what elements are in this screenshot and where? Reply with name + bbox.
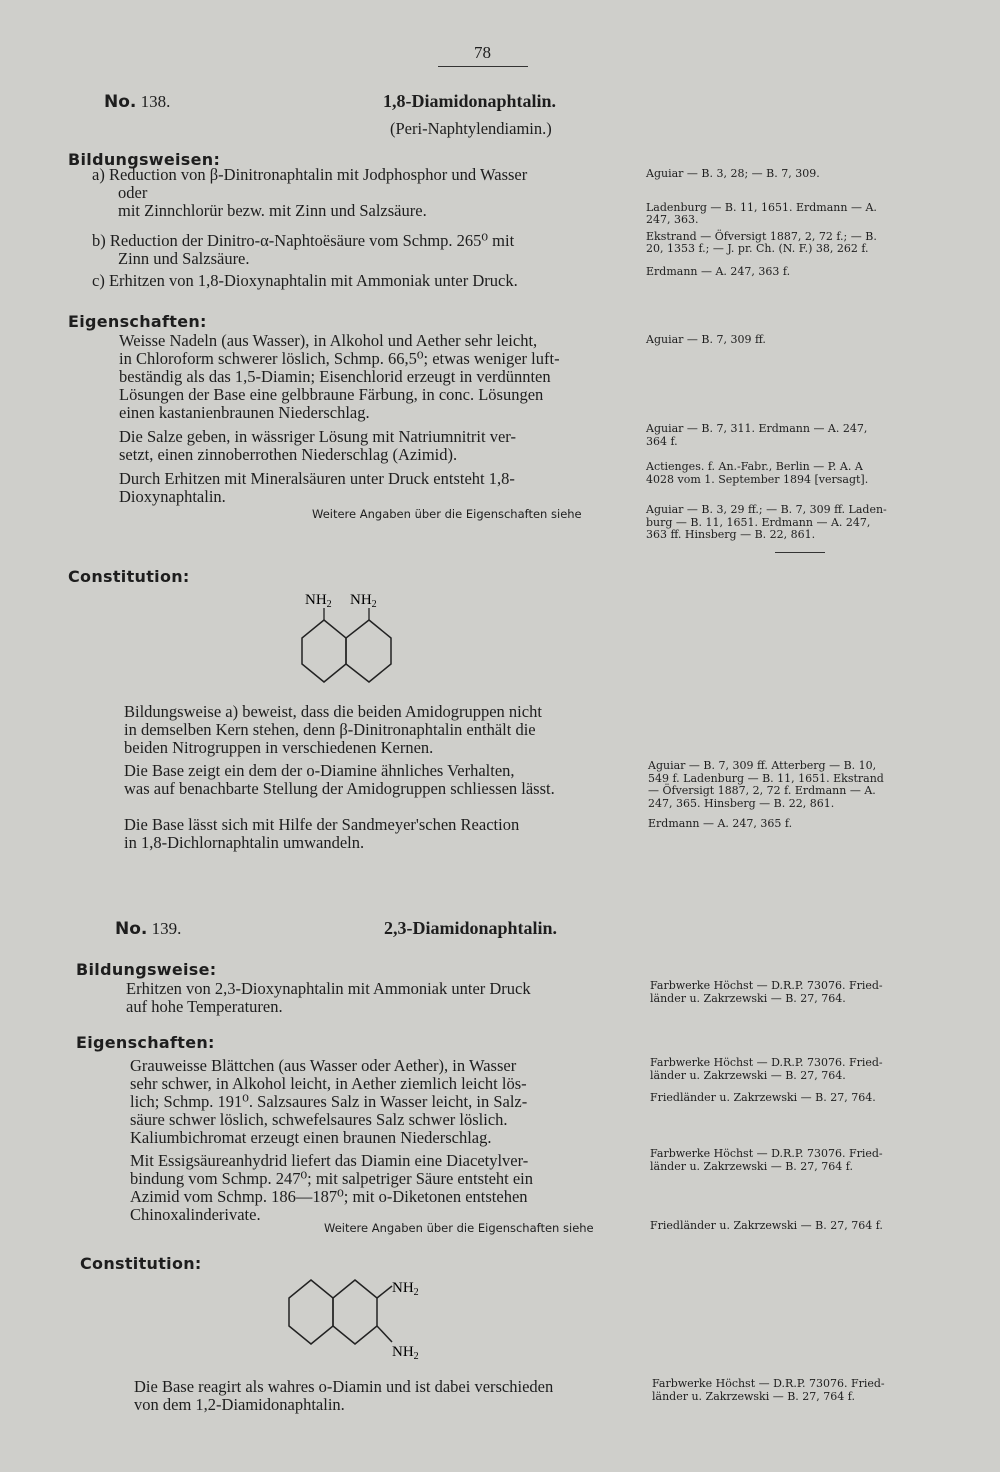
ref-line: 20, 1353 f.; — J. pr. Ch. (N. F.) 38, 262 f. xyxy=(646,242,869,255)
nh2-label: $NH_2$ xyxy=(392,1280,419,1298)
eigenschaften-heading: Eigenschaften: xyxy=(76,1033,215,1052)
text-line: Die Salze geben, in wässriger Lösung mit Natriumnitrit ver- xyxy=(119,427,516,446)
ref-line: länder u. Zakrzewski — B. 27, 764. xyxy=(650,1068,846,1082)
eigenschaften-text-138 xyxy=(119,332,560,506)
ref-line: 549 f. Ladenburg — B. 11, 1651. Ekstrand xyxy=(648,771,884,785)
ref-line: burg — B. 11, 1651. Erdmann — A. 247, xyxy=(646,515,871,529)
ref-line: Aguiar — B. 7, 309 ff. Atterberg — B. 10, xyxy=(648,759,877,772)
ref-line: Aguiar — B. 3, 28; — B. 7, 309. xyxy=(646,167,820,180)
ref-line: Erdmann — A. 247, 363 f. xyxy=(646,264,791,278)
ref-end-rule xyxy=(775,552,825,553)
text-line: bindung vom Schmp. 247⁰; mit salpetriger Säure entsteht ein xyxy=(130,1169,534,1188)
text-line: Azimid vom Schmp. 186—187⁰; mit o-Diketonen entstehen xyxy=(130,1187,528,1206)
ref-block xyxy=(652,1378,885,1403)
ref-line: länder u. Zakrzewski — B. 27, 764 f. xyxy=(652,1389,855,1403)
text-line: lich; Schmp. 191⁰. Salzsaures Salz in Wasser leicht, in Salz- xyxy=(130,1092,528,1111)
text-line: beständig als das 1,5-Diamin; Eisenchlorid erzeugt in verdünnten xyxy=(119,367,551,386)
naphthalene-structure-18 xyxy=(290,582,410,702)
text-line: Zinn und Salzsäure. xyxy=(118,249,250,268)
text-line: in 1,8-Dichlornaphtalin umwandeln. xyxy=(124,833,365,852)
text-line: oder xyxy=(118,183,148,202)
text-line: Grauweisse Blättchen (aus Wasser oder Aether), in Wasser xyxy=(130,1056,517,1075)
ref-line: Aguiar — B. 3, 29 ff.; — B. 7, 309 ff. Laden- xyxy=(646,503,887,516)
ref-line: länder u. Zakrzewski — B. 27, 764 f. xyxy=(650,1159,853,1173)
ref-line: — Öfversigt 1887, 2, 72 f. Erdmann — A. xyxy=(648,784,876,797)
naphthalene-structure-23 xyxy=(280,1268,440,1378)
entry-number-139 xyxy=(115,919,181,939)
entry-number-value: 139. xyxy=(151,919,182,938)
text-line: was auf benachbarte Stellung der Amidogruppen schliessen lässt. xyxy=(124,779,555,798)
entry-title-139: 2,3-Diamidonaphtalin. xyxy=(384,918,558,938)
bildungsweise-heading: Bildungsweise: xyxy=(76,960,217,979)
entry-number-prefix: No. xyxy=(104,92,137,112)
ref-line: Actienges. f. An.-Fabr., Berlin — P. A. A xyxy=(646,460,863,473)
ref-line: Ekstrand — Öfversigt 1887, 2, 72 f.; — B. xyxy=(646,229,877,243)
entry-title-138: 1,8-Diamidonaphtalin. xyxy=(383,91,557,111)
text-line: Dioxynaphtalin. xyxy=(119,487,226,506)
ref-line: Friedländer u. Zakrzewski — B. 27, 764. xyxy=(650,1091,876,1104)
text-line: auf hohe Temperaturen. xyxy=(126,997,283,1016)
nh2-label: $NH_2$ xyxy=(350,592,377,610)
ref-line: 364 f. xyxy=(646,434,678,448)
weitere-angaben-139: Weitere Angaben über die Eigenschaften siehe xyxy=(324,1221,594,1235)
ref-block xyxy=(650,1092,876,1105)
ref-line: Friedländer u. Zakrzewski — B. 27, 764 f. xyxy=(650,1219,883,1232)
ref-line: Erdmann — A. 247, 365 f. xyxy=(648,817,793,830)
ref-line: 363 ff. Hinsberg — B. 22, 861. xyxy=(646,528,816,541)
ref-block xyxy=(650,980,883,1005)
ref-line: Farbwerke Höchst — D.R.P. 73076. Fried- xyxy=(650,979,883,992)
bildungsweisen-text-138 xyxy=(92,166,527,290)
text-line: säure schwer löslich, schwefelsaures Salz schwer löslich. xyxy=(130,1110,508,1129)
ref-block xyxy=(646,168,877,278)
constitution-text-139 xyxy=(134,1378,553,1414)
bildungsweise-text-139 xyxy=(126,980,531,1016)
ref-block xyxy=(646,504,887,542)
text-line: Weisse Nadeln (aus Wasser), in Alkohol und Aether sehr leicht, xyxy=(119,331,538,350)
constitution-heading: Constitution: xyxy=(68,567,190,586)
text-line: in Chloroform schwerer löslich, Schmp. 66,5⁰; etwas weniger luft- xyxy=(119,349,560,368)
nh2-label: $NH_2$ xyxy=(392,1344,419,1362)
ref-line: 247, 365. Hinsberg — B. 22, 861. xyxy=(648,796,835,810)
ref-block xyxy=(646,334,766,347)
ref-block xyxy=(646,461,868,486)
text-line: sehr schwer, in Alkohol leicht, in Aether ziemlich leicht lös- xyxy=(130,1074,527,1093)
text-line: Bildungsweise a) beweist, dass die beiden Amidogruppen nicht xyxy=(124,702,542,721)
text-line: a) Reduction von β-Dinitronaphtalin mit Jodphosphor und Wasser xyxy=(92,165,528,184)
constitution-heading: Constitution: xyxy=(80,1254,202,1273)
entry-number-prefix: No. xyxy=(115,919,148,939)
ref-line: 4028 vom 1. September 1894 [versagt]. xyxy=(646,472,869,486)
entry-number-138 xyxy=(104,92,170,112)
ref-line: 247, 363. xyxy=(646,213,699,226)
text-line: Durch Erhitzen mit Mineralsäuren unter Druck entsteht 1,8- xyxy=(119,469,515,488)
page-number-rule xyxy=(438,66,528,67)
ref-line: Aguiar — B. 7, 309 ff. xyxy=(646,333,766,346)
text-line: Die Base lässt sich mit Hilfe der Sandmeyer'schen Reaction xyxy=(124,815,520,834)
ref-block xyxy=(650,1220,883,1233)
constitution-text-138 xyxy=(124,703,555,852)
ref-line: Ladenburg — B. 11, 1651. Erdmann — A. xyxy=(646,200,877,214)
text-line: beiden Nitrogruppen in verschiedenen Kernen. xyxy=(124,738,434,757)
text-line: Kaliumbichromat erzeugt einen braunen Niederschlag. xyxy=(130,1128,492,1147)
ref-block xyxy=(650,1057,883,1082)
text-line: b) Reduction der Dinitro-α-Naphtoësäure vom Schmp. 265⁰ mit xyxy=(92,231,515,250)
page-number: 78 xyxy=(474,43,491,62)
text-line: mit Zinnchlorür bezw. mit Zinn und Salzsäure. xyxy=(118,201,427,220)
text-line: Erhitzen von 2,3-Dioxynaphtalin mit Ammoniak unter Druck xyxy=(126,979,531,998)
ref-line: Farbwerke Höchst — D.R.P. 73076. Fried- xyxy=(650,1056,883,1069)
ref-block xyxy=(648,818,792,831)
ref-block xyxy=(646,423,867,448)
text-line: in demselben Kern stehen, denn β-Dinitronaphtalin enthält die xyxy=(124,720,536,739)
entry-number-value: 138. xyxy=(140,92,171,111)
bildungsweisen-heading: Bildungsweisen: xyxy=(68,150,221,169)
text-line: von dem 1,2-Diamidonaphtalin. xyxy=(134,1395,345,1414)
text-line: setzt, einen zinnoberrothen Niederschlag (Azimid). xyxy=(119,445,458,464)
text-line: Mit Essigsäureanhydrid liefert das Diamin eine Diacetylver- xyxy=(130,1151,529,1170)
ref-line: Farbwerke Höchst — D.R.P. 73076. Fried- xyxy=(650,1147,883,1160)
text-line: Die Base reagirt als wahres o-Diamin und ist dabei verschieden xyxy=(134,1377,554,1396)
ref-line: länder u. Zakrzewski — B. 27, 764. xyxy=(650,991,846,1005)
ref-line: Aguiar — B. 7, 311. Erdmann — A. 247, xyxy=(646,422,868,435)
eigenschaften-heading: Eigenschaften: xyxy=(68,312,207,331)
text-line: einen kastanienbraunen Niederschlag. xyxy=(119,403,370,422)
text-line: Lösungen der Base eine gelbbraune Färbung, in conc. Lösungen xyxy=(119,385,544,404)
text-line: Die Base zeigt ein dem der o-Diamine ähnliches Verhalten, xyxy=(124,761,515,780)
nh2-label: $NH_2$ xyxy=(305,592,332,610)
ref-block xyxy=(650,1148,883,1173)
text-line: c) Erhitzen von 1,8-Dioxynaphtalin mit Ammoniak unter Druck. xyxy=(92,271,518,290)
ref-line: Farbwerke Höchst — D.R.P. 73076. Fried- xyxy=(652,1377,885,1390)
text-line: Chinoxalinderivate. xyxy=(130,1205,261,1224)
weitere-angaben-138: Weitere Angaben über die Eigenschaften siehe xyxy=(312,507,582,521)
eigenschaften-text-139 xyxy=(130,1057,533,1224)
ref-block xyxy=(648,760,884,810)
entry-subtitle-138: (Peri-Naphtylendiamin.) xyxy=(390,119,552,138)
